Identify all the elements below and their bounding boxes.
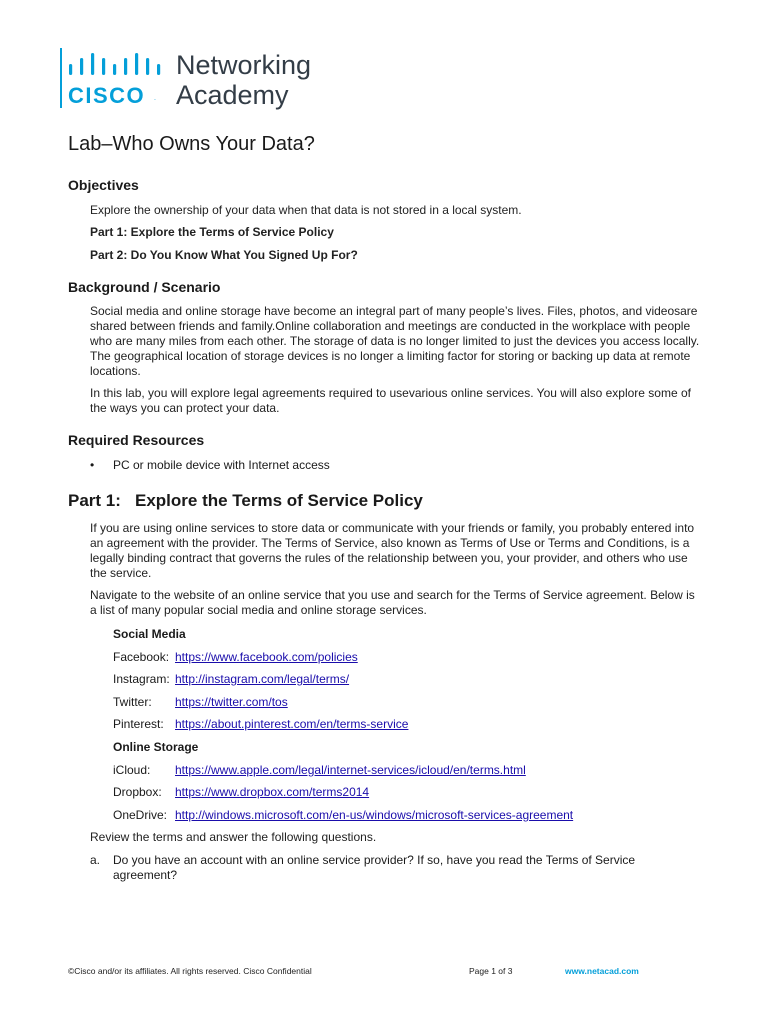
- pinterest-terms-link[interactable]: https://about.pinterest.com/en/terms-service: [175, 717, 409, 731]
- footer-copyright: ©Cisco and/or its affiliates. All rights reserved. Cisco Confidential: [68, 966, 312, 976]
- service-label: Pinterest:: [113, 717, 164, 731]
- part1-heading-text: Explore the Terms of Service Policy: [135, 491, 423, 510]
- service-label: Facebook:: [113, 650, 170, 664]
- question-marker: a.: [90, 853, 101, 867]
- logo-brand: CISCO: [68, 83, 146, 108]
- page-title: Lab–Who Owns Your Data?: [68, 133, 315, 155]
- service-label: Twitter:: [113, 695, 152, 709]
- objectives-intro: Explore the ownership of your data when that data is not stored in a local system.: [90, 203, 522, 217]
- storage-row-onedrive: [113, 808, 573, 823]
- social-row-twitter: [113, 695, 288, 710]
- icloud-terms-link[interactable]: https://www.apple.com/legal/internet-services/icloud/en/terms.html: [175, 763, 526, 777]
- background-heading: Background / Scenario: [68, 279, 221, 295]
- logo-networking: Networking: [176, 50, 312, 80]
- storage-row-dropbox: [113, 785, 369, 800]
- onedrive-terms-link[interactable]: http://windows.microsoft.com/en-us/windows/microsoft-services-agreement: [175, 808, 574, 822]
- footer-page-number: Page 1 of 3: [469, 966, 513, 976]
- logo-trademark: .: [154, 95, 156, 102]
- background-paragraph-1: Social media and online storage have become an integral part of many people’s lives. Files, photos, and videosare shared between friends and family.Online collaboration and meetings are conducted in the workplace with people who are many miles from each other. The storage of data is no longer limited to just the devices you access locally. The geographical location of storage devices is no longer a limiting factor for storing or backing up data at remote locations.: [90, 304, 700, 378]
- question-a-text: Do you have an account with an online service provider? If so, have you read the Terms of Service agreement?: [113, 853, 636, 882]
- background-paragraph-2: In this lab, you will explore legal agreements required to usevarious online services. You will also explore some of the ways you can protect your data.: [90, 386, 691, 415]
- netacad-link[interactable]: www.netacad.com: [565, 966, 639, 976]
- bullet-icon: •: [90, 458, 95, 472]
- service-label: OneDrive:: [113, 808, 168, 822]
- review-instruction: Review the terms and answer the following questions.: [90, 830, 377, 844]
- service-label: Instagram:: [113, 672, 170, 686]
- social-row-instagram: [113, 672, 349, 687]
- service-label: Dropbox:: [113, 785, 162, 799]
- storage-row-icloud: [113, 763, 526, 778]
- objectives-heading: Objectives: [68, 177, 139, 193]
- facebook-terms-link[interactable]: https://www.facebook.com/policies: [175, 650, 358, 664]
- twitter-terms-link[interactable]: https://twitter.com/tos: [175, 695, 288, 709]
- resources-heading: Required Resources: [68, 432, 205, 448]
- online-storage-heading: Online Storage: [113, 740, 199, 754]
- social-row-pinterest: [113, 717, 408, 732]
- footer-url[interactable]: [565, 966, 639, 976]
- part1-paragraph-1: If you are using online services to store data or communicate with your friends or family, you probably entered into an agreement with the provider. The Terms of Service, also known as Terms of Use or Terms and Conditions, is a legally binding contract that governs the rules of the relationship between you, your provider, and others who use the service.: [90, 521, 695, 580]
- part1-heading: [68, 491, 423, 511]
- logo-academy: Academy: [176, 80, 289, 110]
- cisco-bars-logo-icon: [69, 53, 165, 79]
- part1-paragraph-2: Navigate to the website of an online service that you use and search for the Terms of Service agreement. Below is a list of many popular social media and online storage services.: [90, 588, 695, 617]
- social-row-facebook: [113, 650, 358, 665]
- resource-item-text: PC or mobile device with Internet access: [113, 458, 330, 472]
- objective-part2: Part 2: Do You Know What You Signed Up For?: [90, 248, 358, 262]
- part1-heading-number: Part 1:: [68, 491, 121, 510]
- service-label: iCloud:: [113, 763, 151, 777]
- objective-part1: Part 1: Explore the Terms of Service Policy: [90, 225, 334, 239]
- resource-item: [90, 458, 330, 472]
- instagram-terms-link[interactable]: http://instagram.com/legal/terms/: [175, 672, 350, 686]
- dropbox-terms-link[interactable]: https://www.dropbox.com/terms2014: [175, 785, 370, 799]
- social-media-heading: Social Media: [113, 627, 186, 641]
- logo-divider: [60, 48, 62, 108]
